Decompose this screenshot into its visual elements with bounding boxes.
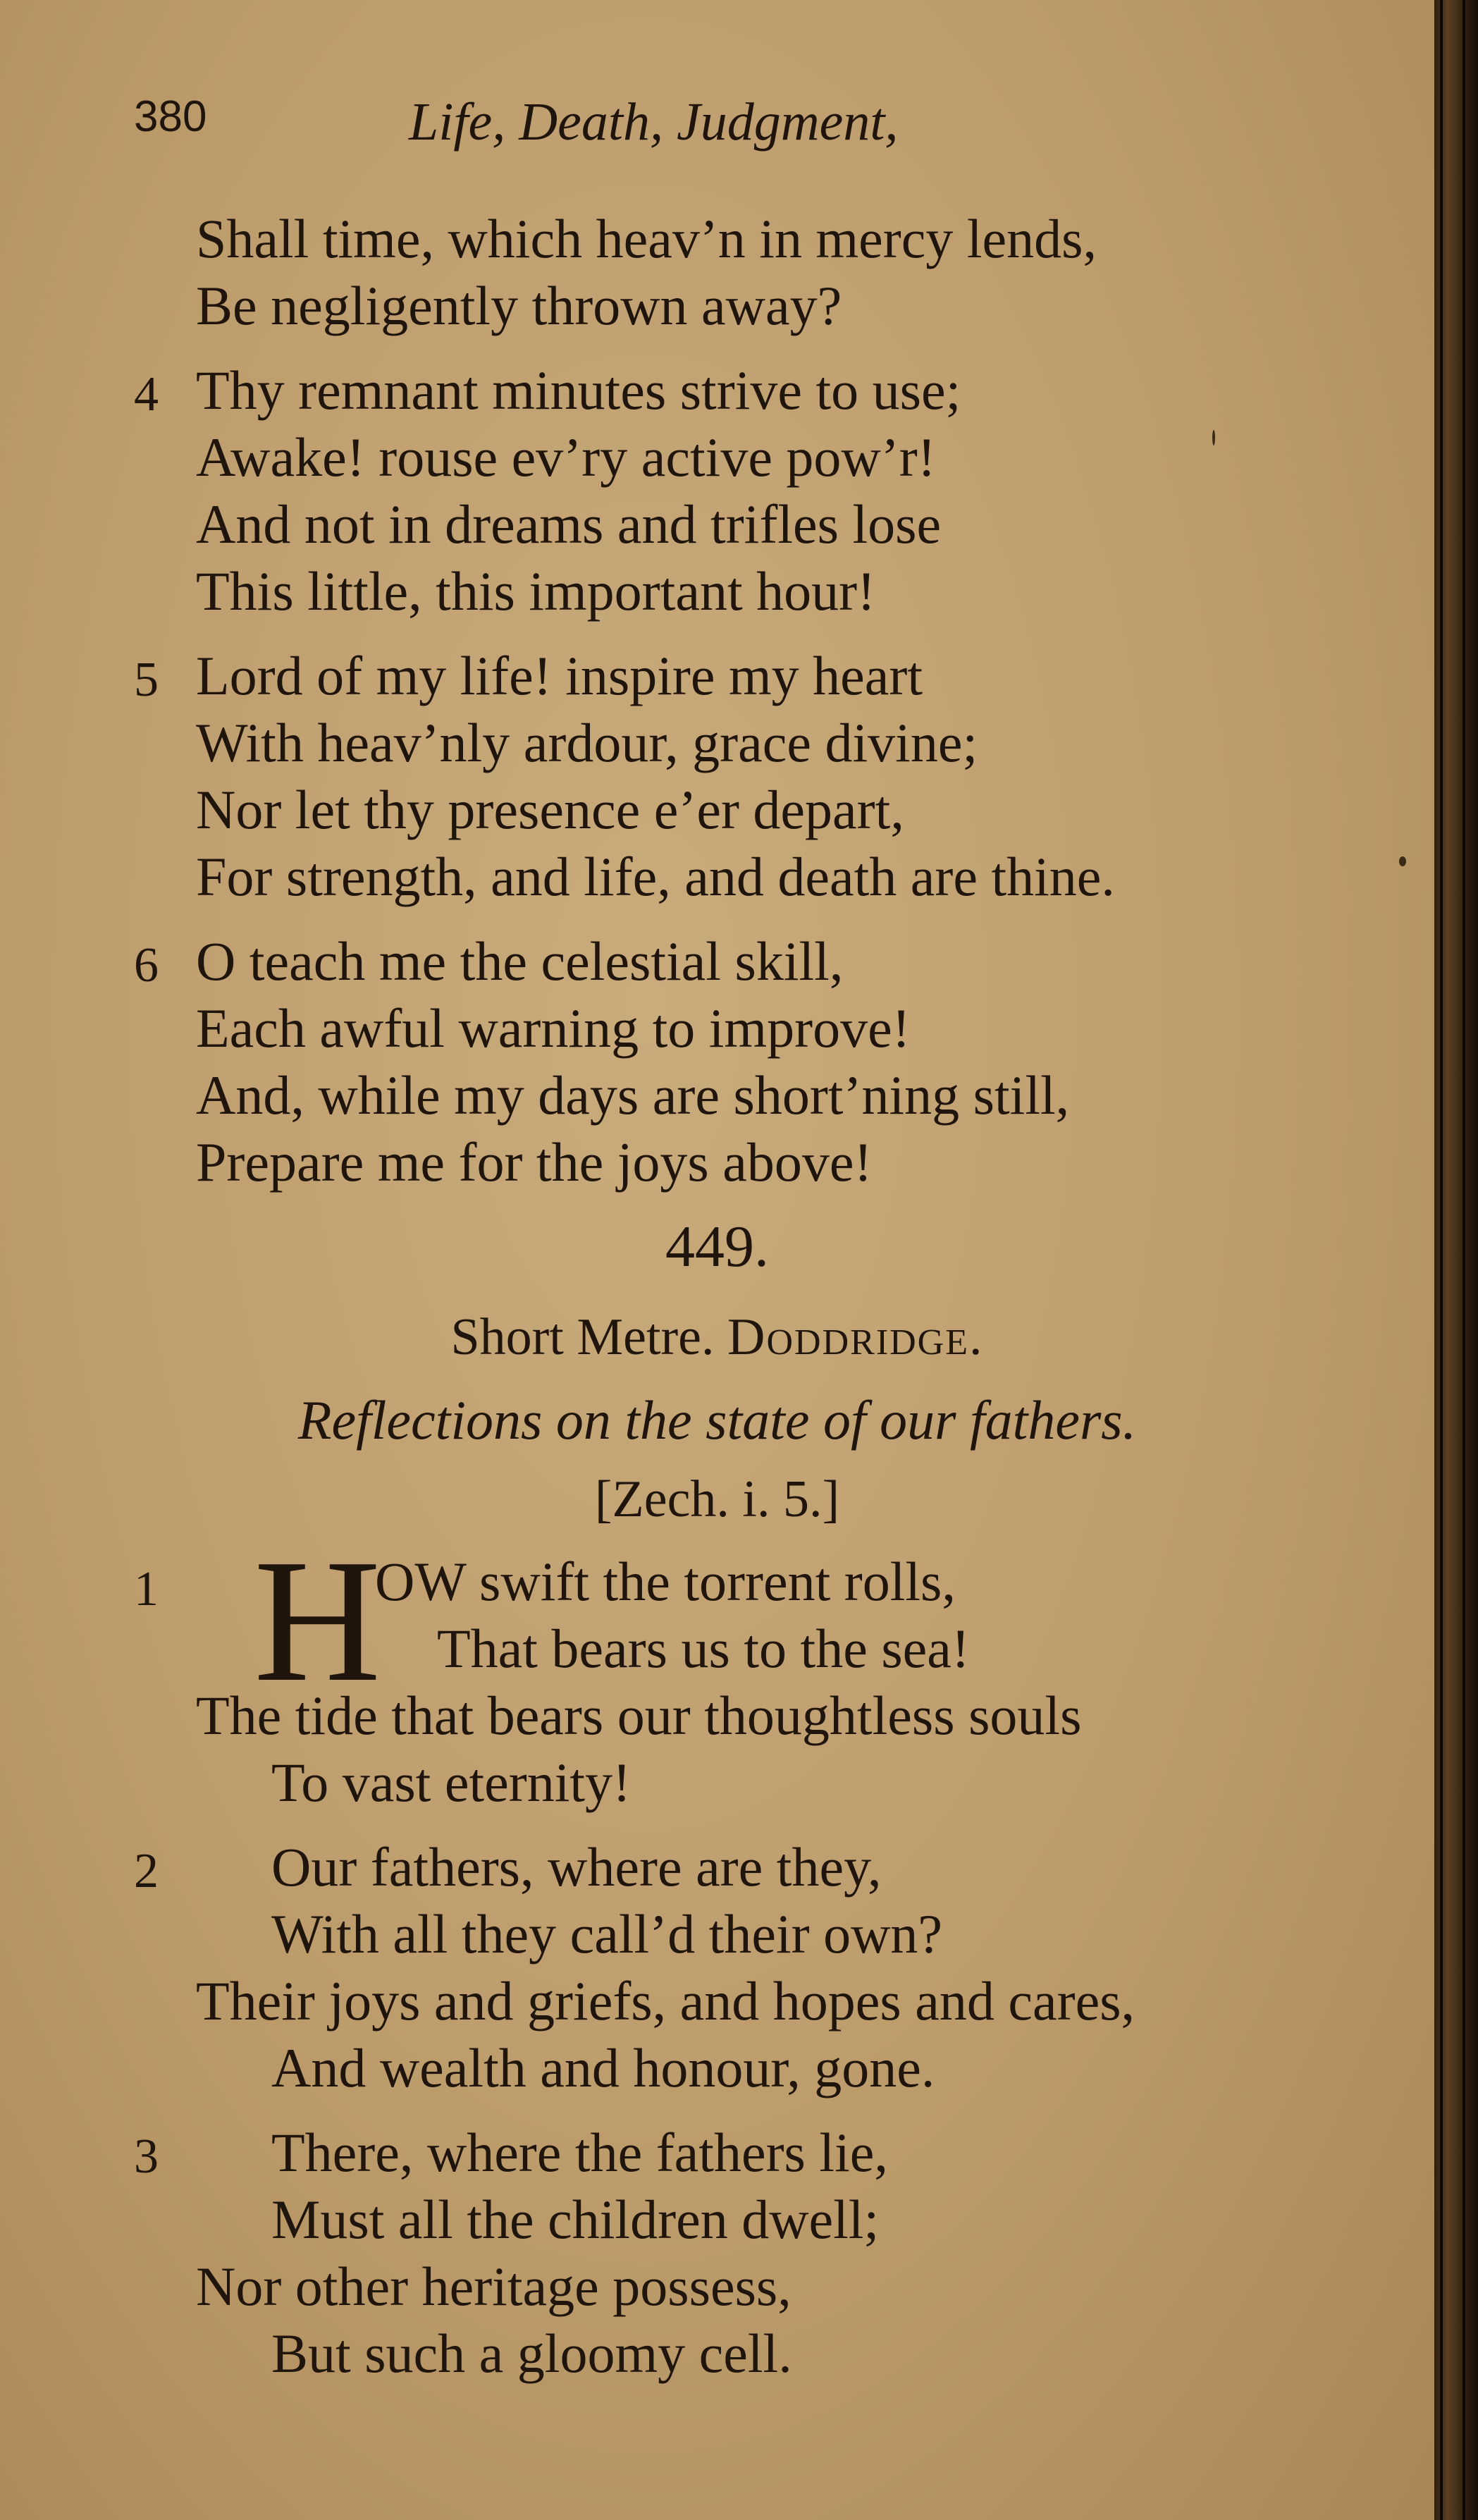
verse-line: This little, this important hour! xyxy=(196,560,876,622)
running-title: Life, Death, Judgment, xyxy=(409,92,899,152)
verse-line: With all they call’d their own? xyxy=(271,1903,943,1965)
hymn-subtitle: Reflections on the state of our fathers. xyxy=(297,1389,1137,1451)
book-gutter xyxy=(1434,0,1478,2520)
verse-line: Awake! rouse ev’ry active pow’r! xyxy=(196,426,936,488)
continuation-line: Shall time, which heav’n in mercy lends, xyxy=(196,208,1097,269)
hymn-number: 449. xyxy=(665,1214,769,1279)
verse-line: O teach me the celestial skill, xyxy=(196,930,844,992)
verse-line: Their joys and griefs, and hopes and cares, xyxy=(196,1970,1135,2032)
verse-line: But such a gloomy cell. xyxy=(271,2323,792,2384)
verse-line: And, while my days are short’ning still, xyxy=(196,1064,1070,1126)
verse-line: Nor other heritage possess, xyxy=(196,2256,792,2317)
verse-line: There, where the fathers lie, xyxy=(271,2122,888,2183)
verse-line: Lord of my life! inspire my heart xyxy=(196,645,923,706)
scripture-reference: [Zech. i. 5.] xyxy=(594,1470,840,1528)
verse-line: And wealth and honour, gone. xyxy=(271,2037,935,2098)
hymn-meter: Short Metre. xyxy=(450,1308,715,1366)
verse-number: 3 xyxy=(134,2129,159,2184)
page-header xyxy=(127,92,1325,169)
verse-line: Must all the children dwell; xyxy=(271,2189,880,2250)
verse-line: Nor let thy presence e’er depart, xyxy=(196,779,904,840)
verse-line: For strength, and life, and death are thine. xyxy=(196,846,1115,907)
ink-speck xyxy=(1399,856,1406,866)
verse-line: To vast eternity! xyxy=(271,1752,632,1813)
verse-line: With heav’nly ardour, grace divine; xyxy=(196,712,978,773)
gutter-edge xyxy=(1462,0,1465,2520)
verse-line: Each awful warning to improve! xyxy=(196,997,911,1059)
verse-number: 5 xyxy=(134,653,159,707)
hymn-author: Doddridge. xyxy=(727,1308,984,1366)
verse-number: 6 xyxy=(134,938,159,992)
gutter-edge xyxy=(1440,0,1443,2520)
hymn-meter-line xyxy=(0,1308,1434,1367)
verse-line: The tide that bears our thoughtless souls xyxy=(196,1685,1082,1746)
verse-line: And not in dreams and trifles lose xyxy=(196,493,942,555)
verse-number: 2 xyxy=(134,1844,159,1898)
verse-line: OW swift the torrent rolls, xyxy=(375,1551,956,1612)
verse-line: Our fathers, where are they, xyxy=(271,1836,882,1898)
verse-number: 1 xyxy=(134,1562,159,1616)
verse-number: 4 xyxy=(134,367,159,422)
verse-line: Thy remnant minutes strive to use; xyxy=(196,359,961,421)
verse-line: That bears us to the sea! xyxy=(437,1618,970,1679)
drop-cap: H xyxy=(254,1523,381,1719)
page-number: 380 xyxy=(134,92,207,141)
verse-line: Prepare me for the joys above! xyxy=(196,1131,873,1193)
ink-speck xyxy=(1212,430,1215,445)
continuation-line: Be negligently thrown away? xyxy=(196,275,842,336)
